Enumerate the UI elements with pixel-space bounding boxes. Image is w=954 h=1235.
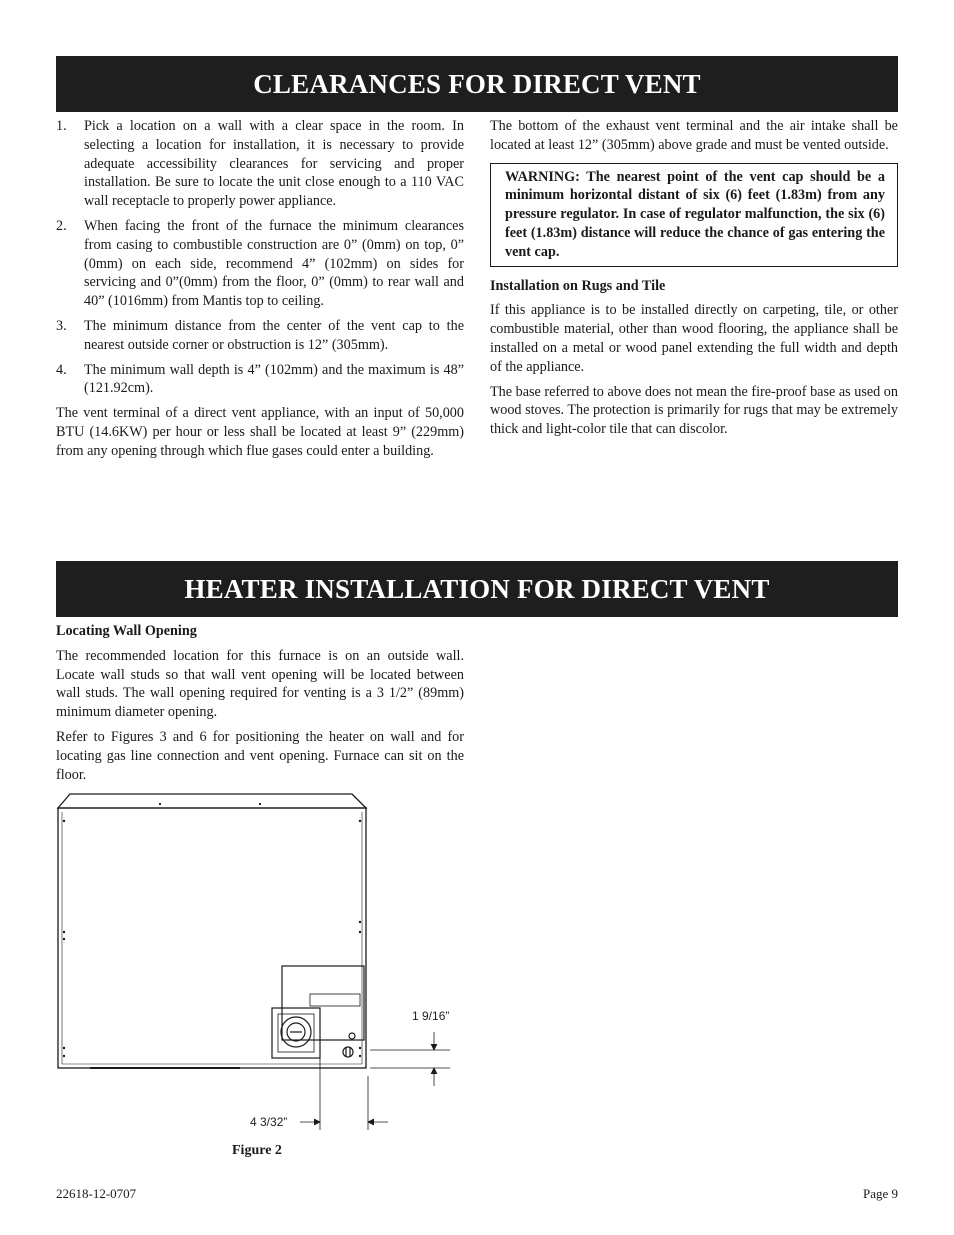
section-banner-heater-installation [56, 561, 898, 617]
step-text: When facing the front of the furnace the minimum clearances from casing to combustible construction are 0” (0mm) on top, 0” (0mm) on each side, recommend 4” (102mm) on sides for servicing and 0”(0mm) from the floor, 0” (0mm) to rear wall and 40” (1016mm) from Mantis top to ceiling. [84, 217, 464, 310]
section-title: HEATER INSTALLATION FOR DIRECT VENT [184, 574, 770, 604]
page-number: Page 9 [862, 1186, 898, 1201]
step-text: Pick a location on a wall with a clear space in the room. In selecting a location for installation, it is necessary to provide adequate accessibility clearances for servicing and proper installation. Be sure to locate the unit close enough to a 110 VAC wall receptacle to properly power appliance. [84, 118, 464, 210]
list-item [56, 217, 464, 311]
installation-left-column [56, 622, 464, 790]
vent-plate [272, 966, 364, 1058]
clearances-left-column [56, 117, 464, 467]
vent-terminal-paragraph: The vent terminal of a direct vent appliance, with an input of 50,000 BTU (14.6KW) per hour or less shall be located at least 9” (229mm) from any opening through which flue gases could enter a building. [56, 405, 464, 459]
dimension-lines [300, 1032, 450, 1130]
step-text: The minimum distance from the center of the vent cap to the nearest outside corner or obstruction is 12” (305mm). [84, 317, 464, 353]
clearances-right-column [490, 117, 898, 445]
refer-paragraph: Refer to Figures 3 and 6 for positioning the heater on wall and for locating gas line connection and vent opening. Furnace can sit on the floor. [56, 728, 464, 783]
dimension-label-horizontal: 4 3/32” [250, 1115, 288, 1129]
list-item [56, 117, 464, 211]
list-item [56, 361, 464, 399]
warning-box: WARNING: The nearest point of the vent cap should be a minimum horizontal distant of six (6) feet (1.83m) from any pressure regulator. In case of regulator malfunction, the six (6) feet (1.83m) distance will reduce the chance of gas entering the vent cap. [490, 163, 898, 267]
step-number: 2. [56, 217, 67, 234]
locating-paragraph: The recommended location for this furnace is on an outside wall. Locate wall studs so that wall vent opening will be located between wall studs. The wall opening required for venting is a 3 1/2” (89mm) minimum diameter opening. [56, 647, 464, 721]
step-number: 1. [56, 118, 67, 134]
furnace-rear-diagram [50, 786, 460, 1136]
section-banner-clearances [56, 56, 898, 112]
exhaust-paragraph: The bottom of the exhaust vent terminal and the air intake shall be located at least 12” (305mm) above grade and must be vented outside. [490, 118, 898, 153]
clearance-steps-list [56, 117, 464, 398]
document-number: 22618-12-0707 [56, 1186, 137, 1201]
rugs-heading: Installation on Rugs and Tile [490, 277, 666, 294]
step-number: 3. [56, 317, 67, 334]
dimension-label-vertical: 1 9/16” [412, 1009, 450, 1023]
section-title: CLEARANCES FOR DIRECT VENT [253, 69, 701, 99]
figure-caption: Figure 2 [232, 1143, 282, 1158]
screw-holes [63, 803, 361, 1057]
rugs-paragraph: If this appliance is to be installed directly on carpeting, tile, or other combustible material, other than wood flooring, the appliance shall be installed on a metal or wood panel extending the full width and depth of the appliance. [490, 302, 898, 375]
list-item [56, 317, 464, 355]
step-text: The minimum wall depth is 4” (102mm) and the maximum is 48” (121.92cm). [84, 361, 464, 397]
step-number: 4. [56, 361, 67, 378]
base-paragraph: The base referred to above does not mean the fire-proof base as used on wood stoves. The protection is primarily for rugs that may be extremely thick and light-color tile that can discolor. [490, 383, 898, 438]
locating-heading: Locating Wall Opening [56, 623, 197, 639]
